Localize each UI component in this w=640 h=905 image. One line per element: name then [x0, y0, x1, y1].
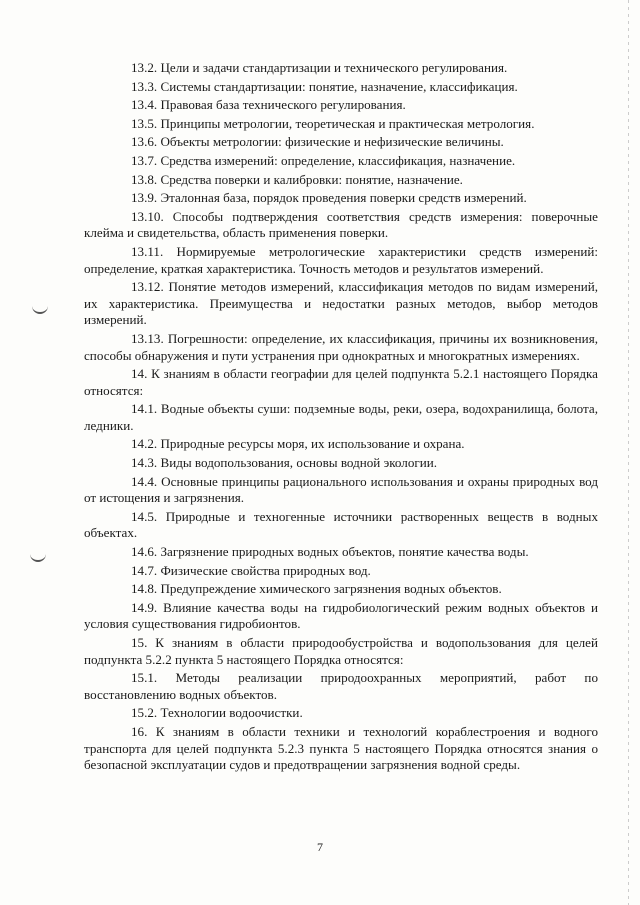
document-body — [84, 60, 598, 776]
paragraph: 16. К знаниям в области техники и технологий кораблестроения и водного транспорта для целей подпункта 5.2.3 пункта 5 настоящего Порядка относятся знания о безопасной эксплуатации судов и предотвращении загрязнения водной среды. — [84, 723, 598, 773]
punch-hole-mark — [30, 550, 46, 562]
paragraph: 13.10. Способы подтверждения соответствия средств измерения: поверочные клейма и свидетельства, область применения поверки. — [84, 208, 598, 241]
paragraph: 14.2. Природные ресурсы моря, их использование и охрана. — [131, 436, 465, 452]
paragraph: 13.5. Принципы метрологии, теоретическая и практическая метрология. — [131, 115, 535, 131]
paragraph: 13.11. Нормируемые метрологические характеристики средств измерений: определение, краткая характеристика. Точность методов и результатов измерений. — [84, 243, 598, 276]
paragraph: 15. К знаниям в области природообустройства и водопользования для целей подпункта 5.2.2 пункта 5 настоящего Порядка относятся: — [84, 635, 598, 667]
paragraph: 14.1. Водные объекты суши: подземные воды, реки, озера, водохранилища, болота, ледники. — [84, 401, 598, 433]
paragraph: 14.3. Виды водопользования, основы водной экологии. — [131, 455, 438, 471]
paragraph: 13.9. Эталонная база, порядок проведения поверки средств измерений. — [131, 190, 527, 206]
paragraph: 15.1. Методы реализации природоохранных мероприятий, работ по восстановлению водных объектов. — [84, 670, 598, 702]
paragraph: 14.7. Физические свойства природных вод. — [131, 562, 371, 578]
paragraph: 14.8. Предупреждение химического загрязнения водных объектов. — [131, 581, 502, 597]
paragraph: 14.6. Загрязнение природных водных объектов, понятие качества воды. — [131, 544, 529, 560]
scan-edge — [628, 0, 629, 905]
paragraph: 13.6. Объекты метрологии: физические и нефизические величины. — [131, 134, 504, 150]
page-number: 7 — [317, 840, 323, 854]
paragraph: 14.9. Влияние качества воды на гидробиологический режим водных объектов и условия существования гидробионтов. — [84, 599, 598, 632]
paragraph: 13.8. Средства поверки и калибровки: понятие, назначение. — [131, 171, 463, 187]
paragraph: 14.4. Основные принципы рационального использования и охраны природных вод от истощения и загрязнения. — [84, 473, 598, 506]
paragraph: 13.7. Средства измерений: определение, классификация, назначение. — [131, 152, 516, 168]
paragraph: 14. К знаниям в области географии для целей подпункта 5.2.1 настоящего Порядка относятся: — [84, 366, 598, 398]
punch-hole-mark — [32, 302, 48, 314]
paragraph: 13.4. Правовая база технического регулирования. — [131, 97, 406, 113]
paragraph: 14.5. Природные и техногенные источники растворенных веществ в водных объектах. — [84, 508, 598, 541]
paragraph: 13.12. Понятие методов измерений, классификация методов по видам измерений, их характеристика. Преимущества и недостатки разных методов, выбор методов измерений. — [84, 279, 598, 328]
paragraph: 13.3. Системы стандартизации: понятие, назначение, классификация. — [131, 78, 518, 94]
paragraph: 15.2. Технологии водоочистки. — [131, 705, 303, 721]
paragraph: 13.13. Погрешности: определение, их классификация, причины их возникновения, способы обнаружения и пути устранения при однократных и многократных измерениях. — [84, 330, 598, 363]
paragraph: 13.2. Цели и задачи стандартизации и технического регулирования. — [131, 60, 508, 75]
